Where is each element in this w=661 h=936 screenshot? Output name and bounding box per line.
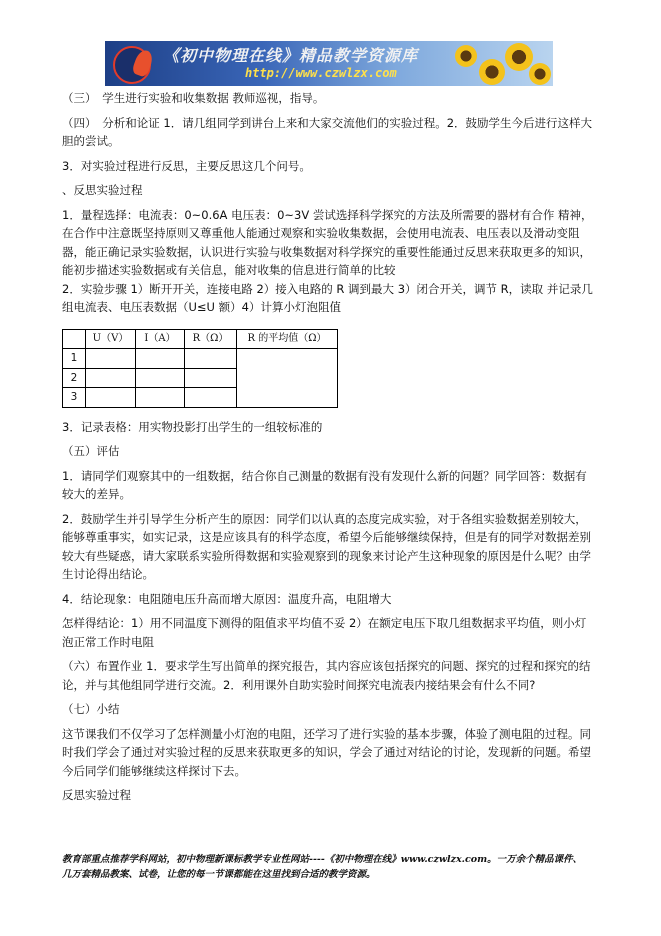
row-number: 1	[63, 349, 86, 369]
record-table-text: 3．记录表格：用实物投影打出学生的一组较标准的	[62, 419, 323, 434]
table-row	[63, 349, 338, 369]
header-banner	[105, 41, 553, 86]
homework-text: （六）布置作业 1．要求学生写出简单的探究报告，其内容应该包括探究的问题、探究的过程和探究的结论，并与其他组同学进行交流。2．利用课外自助实验时间探究电流表内接结果会有什么不同?	[62, 659, 591, 692]
table-header-row	[63, 329, 338, 349]
table-header-cell: R（Ω）	[185, 329, 237, 349]
sunflower-icon	[479, 59, 505, 85]
section-5-heading: （五）评估	[62, 444, 120, 458]
sunflower-icon	[505, 43, 533, 71]
section-3-text: （三） 学生进行实验和收集数据 教师巡视，指导。	[62, 91, 325, 105]
table-header-cell: R 的平均值（Ω）	[237, 329, 338, 349]
range-selection-text: 1．量程选择：电流表：0~0.6A 电压表：0~3V 尝试选择科学探究的方法及所需要的器材有合作 精神，在合作中注意既坚持原则又尊重他人能通过观察和实验收集数据，会使用电流表、电压表以及滑动变阻器，能正确记录实验数据，认识进行实验与收集数据对科学探究的重要性能通过反思来获取更多的知识，能初步描述实验数据或有关信息，能对收集的信息进行简单的比较	[62, 207, 593, 277]
sunflower-icon	[529, 63, 551, 85]
final-heading: 反思实验过程	[62, 788, 131, 802]
table-header-cell: I（A）	[136, 329, 185, 349]
footer-line-1: 教育部重点推荐学科网站，初中物理新课标教学专业性网站----《初中物理在线》www.czwlzx.com。一万余个精品课件、	[62, 854, 583, 865]
row-number: 3	[63, 388, 86, 408]
average-cell	[237, 349, 338, 408]
reflect-heading: 、反思实验过程	[62, 183, 143, 197]
conclusion-method-text: 怎样得结论：1）用不同温度下测得的阻值求平均值不妥 2）在额定电压下取几组数据求平均值，则小灯泡正常工作时电阻	[62, 616, 587, 649]
row-number: 2	[63, 368, 86, 388]
summary-text: 这节课我们不仅学习了怎样测量小灯泡的电阻，还学习了进行实验的基本步骤，体验了测电阻的过程。同时我们学会了通过对实验过程的反思来获取更多的知识，学会了通过对结论的讨论，发现新的问题。希望今后同学们能够继续这样探讨下去。	[62, 726, 591, 778]
banner-url: http://www.czwlzx.com	[245, 66, 397, 80]
conclusion-text: 4．结论现象：电阻随电压升高而增大原因：温度升高，电阻增大	[62, 591, 392, 606]
reflect-questions-text: 3．对实验过程进行反思，主要反思这几个问号。	[62, 158, 311, 173]
page-footer	[62, 852, 602, 882]
footer-line-2: 几万套精品教案、试卷，让您的每一节课都能在这里找到合适的教学资源。	[62, 869, 376, 880]
table-header-cell: U（V）	[86, 329, 136, 349]
evaluate-item-2: 2．鼓励学生并引导学生分析产生的原因：同学们以认真的态度完成实验，对于各组实验数据差别较大，能够尊重事实，如实记录，这是应该具有的科学态度，希望今后能够继续保持，但是有的同学对数据差别较大有些疑惑，请大家联系实验所得数据和实验观察到的现象来讨论产生这种现象的原因是什么呢？由学生讨论得出结论。	[62, 511, 591, 581]
evaluate-item-1: 1．请同学们观察其中的一组数据，结合你自己测量的数据有没有发现什么新的问题？同学回答：数据有较大的差异。	[62, 468, 587, 501]
table-corner-cell	[63, 329, 86, 349]
section-4-text: （四） 分析和论证 1．请几组同学到讲台上来和大家交流他们的实验过程。2．鼓励学生今后进行这样大胆的尝试。	[62, 115, 593, 148]
banner-title: 《初中物理在线》精品教学资源库	[163, 46, 419, 65]
experiment-steps-text: 2．实验步骤 1）断开开关，连接电路 2）接入电路的 R 调到最大 3）闭合开关，调节 R，读取 并记录几组电流表、电压表数据（U≤U 额）4）计算小灯泡阻值	[62, 281, 593, 314]
document-body	[62, 89, 594, 811]
sunflower-icon	[455, 45, 477, 67]
section-7-heading: （七）小结	[62, 702, 120, 716]
data-table	[62, 329, 338, 408]
